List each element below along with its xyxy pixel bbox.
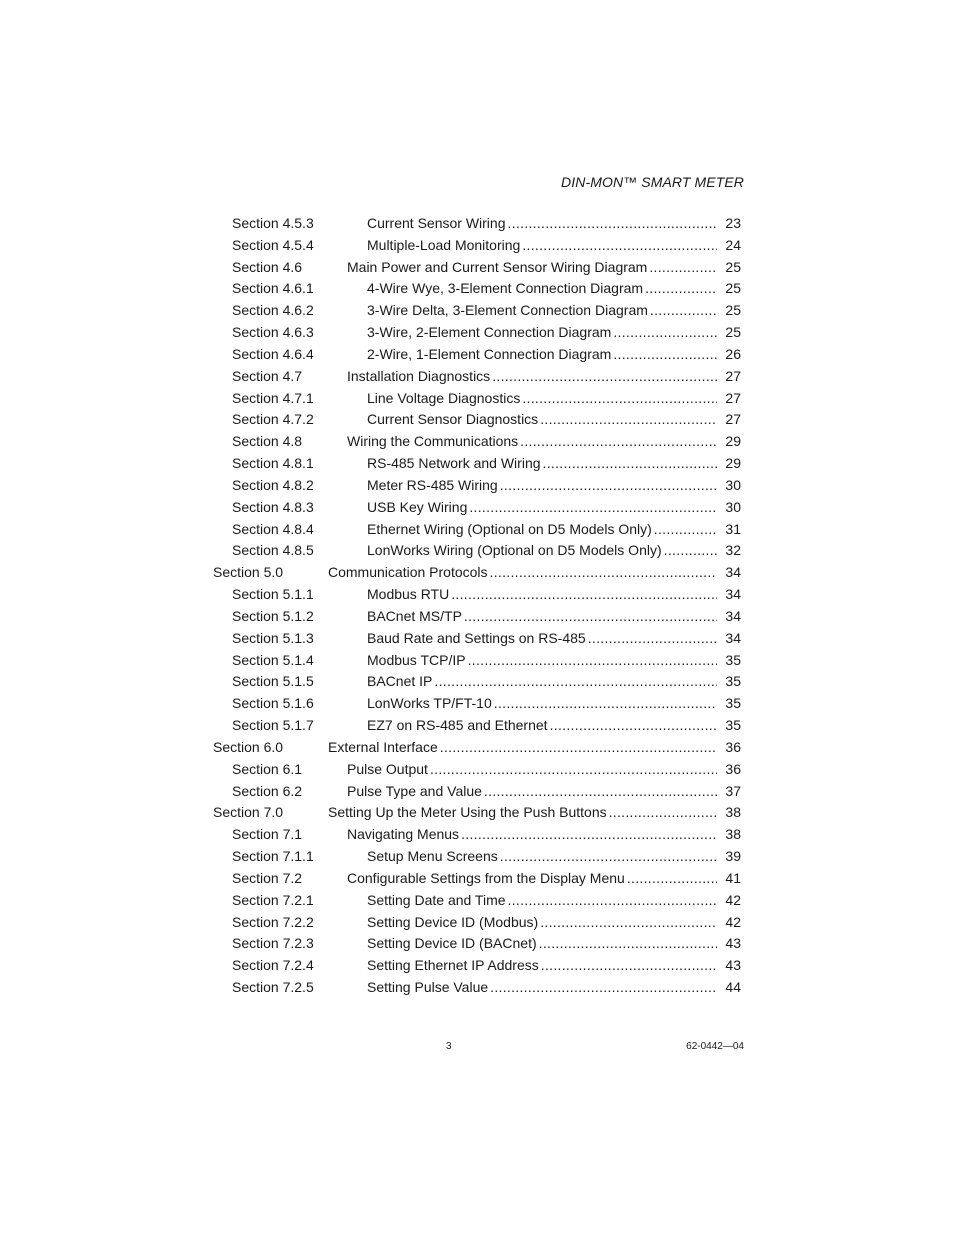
toc-entry[interactable] <box>0 671 954 691</box>
toc-title-leader <box>367 933 717 953</box>
dot-leader <box>434 671 717 691</box>
running-header: DIN-MON™ SMART METER <box>561 174 744 190</box>
toc-entry[interactable] <box>0 890 954 910</box>
toc-title: EZ7 on RS-485 and Ethernet <box>367 717 548 734</box>
toc-title: Main Power and Current Sensor Wiring Diagram <box>347 258 648 275</box>
toc-page-number: 44 <box>725 979 741 996</box>
toc-page-number: 42 <box>725 891 741 908</box>
toc-title-leader <box>367 912 717 932</box>
toc-entry[interactable] <box>0 824 954 844</box>
toc-page-number: 38 <box>725 804 741 821</box>
toc-page-number: 42 <box>725 913 741 930</box>
dot-leader <box>490 977 717 997</box>
toc-entry[interactable] <box>0 300 954 320</box>
toc-title: BACnet IP <box>367 673 433 690</box>
toc-entry[interactable] <box>0 366 954 386</box>
dot-leader <box>468 650 717 670</box>
toc-section-number: Section 7.2.3 <box>232 935 314 952</box>
dot-leader <box>649 257 717 277</box>
dot-leader <box>654 519 717 539</box>
toc-page-number: 41 <box>725 869 741 886</box>
toc-title: 4-Wire Wye, 3-Element Connection Diagram <box>367 280 644 297</box>
toc-title-leader <box>347 759 717 779</box>
toc-page-number: 32 <box>725 542 741 559</box>
toc-page-number: 35 <box>725 673 741 690</box>
toc-title: Setting Ethernet IP Address <box>367 957 539 974</box>
toc-section-number: Section 5.1.2 <box>232 607 314 624</box>
dot-leader <box>609 802 717 822</box>
toc-entry[interactable] <box>0 715 954 735</box>
toc-title-leader <box>367 977 717 997</box>
toc-title-leader <box>367 628 717 648</box>
toc-title: Current Sensor Diagnostics <box>367 411 539 428</box>
toc-title-leader <box>367 388 717 408</box>
toc-entry[interactable] <box>0 802 954 822</box>
toc-section-number: Section 4.6.1 <box>232 280 314 297</box>
toc-title: Ethernet Wiring (Optional on D5 Models Only) <box>367 520 652 537</box>
toc-title: 2-Wire, 1-Element Connection Diagram <box>367 345 612 362</box>
toc-page-number: 35 <box>725 695 741 712</box>
toc-title: LonWorks Wiring (Optional on D5 Models Only) <box>367 542 662 559</box>
dot-leader <box>588 628 717 648</box>
toc-title: RS-485 Network and Wiring <box>367 455 541 472</box>
toc-page-number: 31 <box>725 520 741 537</box>
toc-entry[interactable] <box>0 409 954 429</box>
toc-page-number: 36 <box>725 738 741 755</box>
dot-leader <box>500 846 717 866</box>
toc-section-number: Section 4.7.2 <box>232 411 314 428</box>
toc-section-number: Section 4.6.2 <box>232 302 314 319</box>
toc-entry[interactable] <box>0 650 954 670</box>
toc-title-leader <box>367 235 717 255</box>
toc-entry[interactable] <box>0 693 954 713</box>
toc-entry[interactable] <box>0 868 954 888</box>
dot-leader <box>520 431 717 451</box>
toc-title: Communication Protocols <box>328 564 488 581</box>
toc-page-number: 27 <box>725 389 741 406</box>
toc-section-number: Section 7.2.1 <box>232 891 314 908</box>
toc-entry[interactable] <box>0 955 954 975</box>
toc-entry[interactable] <box>0 759 954 779</box>
toc-entry[interactable] <box>0 781 954 801</box>
toc-section-number: Section 6.1 <box>232 760 303 777</box>
toc-page-number: 25 <box>725 324 741 341</box>
document-number: 62-0442—04 <box>686 1041 744 1052</box>
toc-section-number: Section 4.7.1 <box>232 389 314 406</box>
toc-title-leader <box>367 693 717 713</box>
dot-leader <box>664 540 717 560</box>
toc-page-number: 43 <box>725 935 741 952</box>
toc-page-number: 27 <box>725 367 741 384</box>
toc-section-number: Section 6.2 <box>232 782 303 799</box>
toc-page-number: 30 <box>725 476 741 493</box>
toc-section-number: Section 5.1.7 <box>232 717 314 734</box>
toc-page-number: 35 <box>725 717 741 734</box>
toc-page-number: 29 <box>725 433 741 450</box>
toc-section-number: Section 7.2 <box>232 869 303 886</box>
toc-section-number: Section 5.1.4 <box>232 651 314 668</box>
toc-section-number: Section 4.8 <box>232 433 303 450</box>
toc-title: Setting Device ID (BACnet) <box>367 935 537 952</box>
toc-section-number: Section 4.8.4 <box>232 520 314 537</box>
toc-title-leader <box>367 322 717 342</box>
toc-section-number: Section 4.8.3 <box>232 498 314 515</box>
toc-title-leader <box>367 453 717 473</box>
dot-leader <box>464 606 717 626</box>
dot-leader <box>550 715 717 735</box>
toc-page-number: 34 <box>725 586 741 603</box>
toc-section-number: Section 4.6 <box>232 258 303 275</box>
toc-entry[interactable] <box>0 431 954 451</box>
toc-page-number: 34 <box>725 629 741 646</box>
dot-leader <box>494 693 717 713</box>
toc-title: Line Voltage Diagnostics <box>367 389 521 406</box>
dot-leader <box>440 737 717 757</box>
toc-title: Configurable Settings from the Display Menu <box>347 869 625 886</box>
toc-title-leader <box>367 278 717 298</box>
toc-title-leader <box>367 584 717 604</box>
toc-page-number: 25 <box>725 302 741 319</box>
toc-section-number: Section 4.8.2 <box>232 476 314 493</box>
toc-title-leader <box>367 475 717 495</box>
toc-title: Meter RS-485 Wiring <box>367 476 498 493</box>
toc-page-number: 43 <box>725 957 741 974</box>
toc-entry[interactable] <box>0 388 954 408</box>
toc-title-leader <box>367 671 717 691</box>
toc-page-number: 37 <box>725 782 741 799</box>
dot-leader <box>430 759 717 779</box>
dot-leader <box>539 933 717 953</box>
toc-section-number: Section 7.2.2 <box>232 913 314 930</box>
toc-section-number: Section 5.1.3 <box>232 629 314 646</box>
toc-title-leader <box>328 562 717 582</box>
toc-section-number: Section 4.6.3 <box>232 324 314 341</box>
dot-leader <box>461 824 717 844</box>
toc-section-number: Section 6.0 <box>213 738 284 755</box>
toc-section-number: Section 7.1.1 <box>232 848 314 865</box>
toc-title-leader <box>347 257 717 277</box>
toc-title: LonWorks TP/FT-10 <box>367 695 492 712</box>
toc-page-number: 25 <box>725 258 741 275</box>
dot-leader <box>541 955 717 975</box>
toc-entry[interactable] <box>0 846 954 866</box>
toc-title: Setting Date and Time <box>367 891 506 908</box>
toc-entry[interactable] <box>0 475 954 495</box>
toc-title-leader <box>328 737 717 757</box>
toc-title: Navigating Menus <box>347 826 460 843</box>
toc-entry[interactable] <box>0 497 954 517</box>
dot-leader <box>540 912 717 932</box>
toc-title-leader <box>347 824 717 844</box>
toc-title: External Interface <box>328 738 438 755</box>
toc-title-leader <box>367 497 717 517</box>
dot-leader <box>451 584 717 604</box>
toc-entry[interactable] <box>0 213 954 233</box>
toc-title-leader <box>367 890 717 910</box>
toc-section-number: Section 4.6.4 <box>232 345 314 362</box>
toc-page-number: 30 <box>725 498 741 515</box>
toc-entry[interactable] <box>0 344 954 364</box>
toc-title: Setup Menu Screens <box>367 848 498 865</box>
dot-leader <box>484 781 717 801</box>
toc-section-number: Section 5.1.6 <box>232 695 314 712</box>
toc-section-number: Section 5.0 <box>213 564 284 581</box>
toc-section-number: Section 5.1.5 <box>232 673 314 690</box>
dot-leader <box>627 868 717 888</box>
dot-leader <box>508 890 717 910</box>
toc-title-leader <box>367 606 717 626</box>
toc-title: 3-Wire Delta, 3-Element Connection Diagram <box>367 302 648 319</box>
toc-entry[interactable] <box>0 562 954 582</box>
toc-entry[interactable] <box>0 278 954 298</box>
toc-title: Setting Up the Meter Using the Push Buttons <box>328 804 607 821</box>
toc-page-number: 38 <box>725 826 741 843</box>
toc-title-leader <box>367 300 717 320</box>
toc-title-leader <box>347 781 717 801</box>
toc-page-number: 27 <box>725 411 741 428</box>
toc-page-number: 34 <box>725 564 741 581</box>
dot-leader <box>492 366 717 386</box>
toc-entry[interactable] <box>0 235 954 255</box>
dot-leader <box>508 213 718 233</box>
toc-entry[interactable] <box>0 453 954 473</box>
toc-entry[interactable] <box>0 912 954 932</box>
toc-section-number: Section 7.0 <box>213 804 284 821</box>
toc-title: Baud Rate and Settings on RS-485 <box>367 629 586 646</box>
dot-leader <box>500 475 717 495</box>
toc-title: Setting Pulse Value <box>367 979 489 996</box>
toc-entry[interactable] <box>0 322 954 342</box>
toc-title: Modbus RTU <box>367 586 450 603</box>
dot-leader <box>543 453 717 473</box>
toc-title-leader <box>347 868 717 888</box>
toc-entry[interactable] <box>0 933 954 953</box>
toc-entry[interactable] <box>0 257 954 277</box>
dot-leader <box>613 344 717 364</box>
toc-title-leader <box>367 715 717 735</box>
toc-section-number: Section 7.2.4 <box>232 957 314 974</box>
dot-leader <box>540 409 717 429</box>
toc-title: Installation Diagnostics <box>347 367 491 384</box>
dot-leader <box>650 300 717 320</box>
toc-page-number: 23 <box>725 215 741 231</box>
toc-page-number: 35 <box>725 651 741 668</box>
toc-title-leader <box>367 955 717 975</box>
toc-title-leader <box>367 846 717 866</box>
toc-page-number: 24 <box>725 236 741 253</box>
toc-title-leader <box>367 650 717 670</box>
toc-entry[interactable] <box>0 606 954 626</box>
toc-title-leader <box>367 344 717 364</box>
toc-title: BACnet MS/TP <box>367 607 462 624</box>
toc-entry[interactable] <box>0 519 954 539</box>
toc-section-number: Section 7.1 <box>232 826 303 843</box>
toc-title: 3-Wire, 2-Element Connection Diagram <box>367 324 612 341</box>
toc-title-leader <box>347 366 717 386</box>
toc-title: Wiring the Communications <box>347 433 519 450</box>
dot-leader <box>613 322 717 342</box>
toc-entry[interactable] <box>0 977 954 997</box>
toc-title-leader <box>367 409 717 429</box>
toc-page-number: 29 <box>725 455 741 472</box>
page-number: 3 <box>446 1041 452 1052</box>
toc-title-leader <box>367 213 717 233</box>
toc-section-number: Section 7.2.5 <box>232 979 314 996</box>
toc-page-number: 34 <box>725 607 741 624</box>
toc-section-number: Section 4.5.4 <box>232 236 314 253</box>
toc-entry[interactable] <box>0 737 954 757</box>
toc-title: Pulse Output <box>347 760 428 777</box>
dot-leader <box>522 388 717 408</box>
dot-leader <box>645 278 717 298</box>
toc-section-number: Section 4.7 <box>232 367 303 384</box>
toc-section-number: Section 5.1.1 <box>232 586 314 603</box>
toc-title-leader <box>367 540 717 560</box>
toc-title: Modbus TCP/IP <box>367 651 466 668</box>
toc-page-number: 36 <box>725 760 741 777</box>
toc-section-number: Section 4.5.3 <box>232 215 314 231</box>
dot-leader <box>469 497 717 517</box>
toc-entry[interactable] <box>0 584 954 604</box>
toc-title-leader <box>328 802 717 822</box>
toc-page-number: 26 <box>725 345 741 362</box>
toc-section-number: Section 4.8.1 <box>232 455 314 472</box>
toc-title: Current Sensor Wiring <box>367 215 506 231</box>
toc-entry[interactable] <box>0 540 954 560</box>
toc-entry[interactable] <box>0 628 954 648</box>
toc-section-number: Section 4.8.5 <box>232 542 314 559</box>
toc-title: Pulse Type and Value <box>347 782 482 799</box>
toc-title: Setting Device ID (Modbus) <box>367 913 539 930</box>
toc-title: USB Key Wiring <box>367 498 468 515</box>
toc-title-leader <box>367 519 717 539</box>
toc-title: Multiple-Load Monitoring <box>367 236 521 253</box>
toc-title-leader <box>347 431 717 451</box>
dot-leader <box>522 235 717 255</box>
toc-page-number: 25 <box>725 280 741 297</box>
dot-leader <box>490 562 717 582</box>
toc-page-number: 39 <box>725 848 741 865</box>
